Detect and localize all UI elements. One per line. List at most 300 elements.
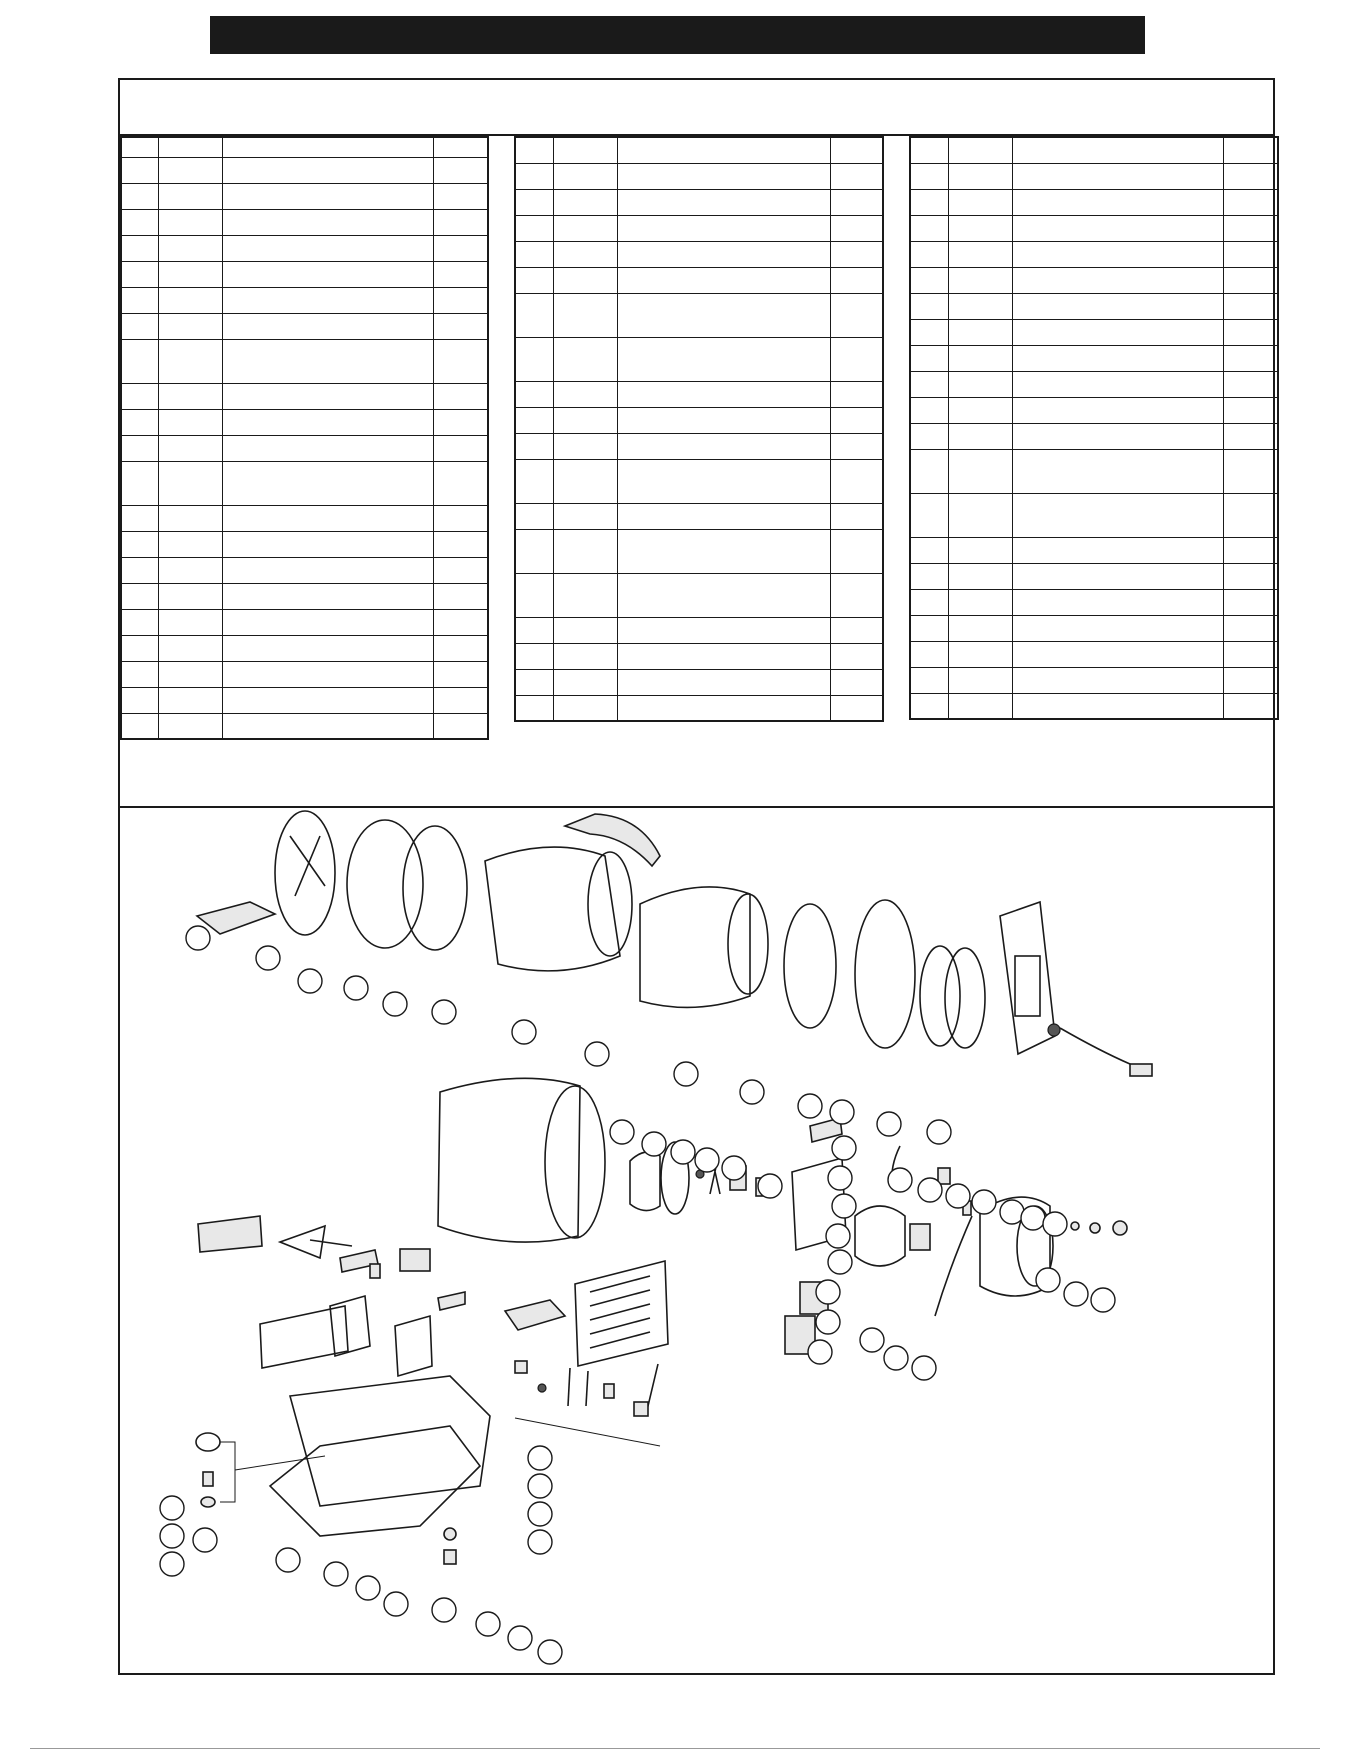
cell-qty [1224,693,1278,719]
cell-part-no [553,163,617,189]
cell-key-no [910,693,948,719]
cell-qty [1224,293,1278,319]
cell-qty [831,241,883,267]
cell-key-no [910,267,948,293]
cell-description [1013,189,1224,215]
callout-balloon [585,1042,609,1066]
cell-qty [831,337,883,381]
cell-part-no [948,345,1012,371]
parts-table-row [910,215,1278,241]
cell-description [223,531,434,557]
cell-key-no [121,383,158,409]
cell-qty [434,635,488,661]
cell-part-no [948,563,1012,589]
cell-description [618,189,831,215]
cell-description [1013,319,1224,345]
cell-key-no [910,189,948,215]
parts-table-row [515,529,883,573]
parts-table-row [515,643,883,669]
cell-part-no [158,409,222,435]
callout-balloon [193,1528,217,1552]
cell-description [223,339,434,383]
cell-key-no [910,423,948,449]
part-lower-shell-end [545,1086,605,1238]
cell-part-no [158,531,222,557]
parts-table-row [515,669,883,695]
callout-balloon [160,1552,184,1576]
cell-qty [434,209,488,235]
part-fan-blade [280,1226,352,1258]
part-o-ring [538,1384,546,1392]
exploded-view-svg [120,806,1273,1672]
cell-part-no [948,615,1012,641]
cell-part-no [158,209,222,235]
cell-key-no [121,687,158,713]
callout-balloon [1091,1288,1115,1312]
cell-description [223,313,434,339]
callout-balloon [816,1310,840,1334]
part-burner-ring [630,1152,660,1211]
cell-key-no [121,461,158,505]
callout-balloon [610,1120,634,1144]
part-bracket-b [438,1292,465,1310]
callout-balloon [538,1640,562,1664]
part-motor [400,1249,430,1271]
cell-key-no [910,493,948,537]
cell-qty [831,267,883,293]
cell-qty [1224,667,1278,693]
cell-part-no [158,157,222,183]
cell-part-no [948,641,1012,667]
parts-table-row [910,371,1278,397]
callout-balloon [383,992,407,1016]
cell-description [1013,137,1224,163]
parts-table-row [121,557,488,583]
cell-qty [434,261,488,287]
cell-key-no [515,459,553,503]
cell-description [618,695,831,721]
cell-part-no [948,293,1012,319]
cell-description [1013,589,1224,615]
cell-qty [1224,215,1278,241]
cell-part-no [948,423,1012,449]
cell-key-no [515,293,553,337]
cell-description [1013,397,1224,423]
cell-description [618,215,831,241]
cell-description [223,687,434,713]
callout-balloon [432,1598,456,1622]
cell-part-no [948,589,1012,615]
cell-part-no [948,267,1012,293]
cell-qty [434,157,488,183]
tank-cap-leaders [220,1442,325,1502]
cell-qty [434,339,488,383]
cell-key-no [121,635,158,661]
cell-key-no [515,643,553,669]
cell-part-no [553,459,617,503]
parts-table-left [120,136,489,740]
cell-description [1013,667,1224,693]
callout-balloon [160,1496,184,1520]
cell-key-no [121,661,158,687]
callout-balloon [528,1530,552,1554]
cell-description [1013,371,1224,397]
cell-part-no [553,643,617,669]
cell-part-no [948,371,1012,397]
part-grommet [1048,1024,1060,1036]
callout-balloon [160,1524,184,1548]
cell-key-no [910,163,948,189]
exploded-parts-diagram [120,806,1273,1672]
parts-table-row [121,209,488,235]
cell-key-no [121,157,158,183]
cell-part-no [158,183,222,209]
part-switch [370,1264,380,1278]
parts-table-row [515,695,883,721]
callout-balloon [384,1592,408,1616]
cell-qty [1224,449,1278,493]
callout-balloon [826,1224,850,1248]
cell-description [618,503,831,529]
callout-balloon [186,926,210,950]
cell-description [1013,345,1224,371]
parts-table-row [515,241,883,267]
callout-balloon [830,1100,854,1124]
cell-part-no [553,137,617,163]
cell-qty [434,609,488,635]
cell-description [1013,449,1224,493]
parts-table-middle [514,136,884,722]
cell-description [1013,693,1224,719]
part-tank-frame [270,1426,480,1536]
cell-qty [434,287,488,313]
cell-part-no [553,503,617,529]
cell-part-no [948,319,1012,345]
cell-qty [434,183,488,209]
cell-description [1013,267,1224,293]
part-housing-window [1015,956,1040,1016]
parts-table-row [121,435,488,461]
cell-part-no [553,695,617,721]
cell-description [618,669,831,695]
cell-description [618,617,831,643]
parts-table-row [910,397,1278,423]
part-lower-shell [438,1078,580,1242]
part-grille-slots [590,1276,650,1348]
cell-description [618,293,831,337]
cell-key-no [515,241,553,267]
part-front-gasket [403,826,467,950]
fuel-parts-bracket [515,1418,660,1446]
part-guard-spokes [290,836,325,896]
parts-table-row [910,449,1278,493]
parts-table-row [121,235,488,261]
cell-part-no [948,667,1012,693]
part-fuel-cap [515,1361,527,1373]
cell-key-no [121,339,158,383]
callout-balloon [877,1112,901,1136]
part-plug [1130,1064,1152,1076]
cell-part-no [158,635,222,661]
callout-balloon [674,1062,698,1086]
cell-part-no [948,693,1012,719]
callout-balloon [528,1474,552,1498]
cell-qty [1224,397,1278,423]
parts-table-row [121,339,488,383]
parts-table-row [121,531,488,557]
cell-description [223,713,434,739]
parts-table-row [910,241,1278,267]
cell-qty [831,573,883,617]
cell-description [1013,241,1224,267]
cell-qty [1224,563,1278,589]
callout-balloon [512,1020,536,1044]
cell-description [223,409,434,435]
parts-table-row [121,183,488,209]
cell-description [1013,563,1224,589]
cell-description [618,433,831,459]
parts-table-row [515,137,883,163]
callout-balloon [972,1190,996,1214]
cell-key-no [515,529,553,573]
parts-table-row [121,609,488,635]
parts-table-middle-body [515,137,883,721]
cell-part-no [553,241,617,267]
parts-table-row [121,713,488,739]
cell-key-no [910,137,948,163]
part-gasket-a [920,946,960,1046]
cell-qty [831,459,883,503]
parts-table-row [910,641,1278,667]
cell-description [223,435,434,461]
cell-description [223,557,434,583]
part-fitting-b [1090,1223,1100,1233]
cell-part-no [158,435,222,461]
cell-qty [1224,493,1278,537]
cell-description [223,635,434,661]
callout-balloon [888,1168,912,1192]
cell-qty [1224,371,1278,397]
cell-part-no [158,383,222,409]
callout-balloon [528,1446,552,1470]
parts-table-row [515,433,883,459]
cell-qty [831,695,883,721]
cell-key-no [515,337,553,381]
cell-key-no [121,505,158,531]
parts-table-row [121,137,488,157]
parts-table-row [121,461,488,505]
cell-key-no [910,563,948,589]
cell-key-no [121,313,158,339]
callout-balloon [946,1184,970,1208]
cell-part-no [553,573,617,617]
parts-table-row [515,617,883,643]
part-gasket-b [945,948,985,1048]
callout-balloon [912,1356,936,1380]
callout-balloon [740,1080,764,1104]
cell-qty [831,529,883,573]
parts-table-row [121,287,488,313]
cell-part-no [553,337,617,381]
cell-part-no [553,617,617,643]
cell-description [618,267,831,293]
part-chamber-end [728,894,768,994]
cell-qty [434,461,488,505]
parts-table-row [121,261,488,287]
cell-part-no [158,137,222,157]
callout-balloon [508,1626,532,1650]
cell-part-no [553,215,617,241]
cell-part-no [158,661,222,687]
part-shell-end [588,852,632,956]
part-grille-rear [575,1261,668,1366]
cell-part-no [948,493,1012,537]
cell-qty [434,713,488,739]
callout-balloon [722,1156,746,1180]
cell-key-no [121,435,158,461]
parts-table-row [515,267,883,293]
parts-table-row [515,163,883,189]
cell-qty [831,503,883,529]
cell-qty [434,235,488,261]
cell-key-no [121,183,158,209]
cell-part-no [158,687,222,713]
parts-table-row [910,493,1278,537]
cell-qty [831,163,883,189]
part-rear-baffle [784,904,836,1028]
callout-balloon [832,1194,856,1218]
cell-key-no [121,137,158,157]
parts-table-row [515,293,883,337]
cell-part-no [158,287,222,313]
cell-description [1013,293,1224,319]
cell-description [1013,537,1224,563]
cell-description [223,137,434,157]
cell-description [223,183,434,209]
parts-table-row [121,383,488,409]
cell-description [223,287,434,313]
callout-balloon [832,1136,856,1160]
parts-table-row [515,459,883,503]
cell-part-no [948,215,1012,241]
parts-table-row [910,563,1278,589]
cell-qty [1224,641,1278,667]
part-fuel-pickup [636,1364,658,1406]
part-fitting-a [1071,1222,1079,1230]
cell-description [618,241,831,267]
cell-qty [434,531,488,557]
cell-key-no [910,293,948,319]
cell-part-no [158,505,222,531]
cell-key-no [910,537,948,563]
callout-balloon [828,1166,852,1190]
parts-table-row [121,409,488,435]
cell-qty [1224,241,1278,267]
cell-qty [1224,267,1278,293]
callout-balloon [344,976,368,1000]
cell-description [1013,615,1224,641]
cell-qty [434,661,488,687]
cell-description [223,209,434,235]
cell-part-no [553,293,617,337]
page-title-bar [210,16,1145,54]
part-filter [938,1168,950,1184]
part-drain-plug [444,1550,456,1564]
parts-table-row [515,215,883,241]
parts-table-right [909,136,1279,720]
parts-table-row [121,157,488,183]
part-deflector [197,902,275,934]
part-rear-housing [1000,902,1055,1054]
cell-qty [831,189,883,215]
cell-qty [831,643,883,669]
cell-part-no [948,449,1012,493]
cell-key-no [121,209,158,235]
callout-balloon [528,1502,552,1526]
cell-key-no [121,287,158,313]
cell-part-no [948,537,1012,563]
cell-part-no [158,461,222,505]
cell-key-no [910,319,948,345]
part-fuel-gauge [203,1472,213,1486]
cell-key-no [121,261,158,287]
cell-description [223,157,434,183]
cell-part-no [158,557,222,583]
parts-table-row [910,423,1278,449]
cell-part-no [948,163,1012,189]
cell-key-no [910,615,948,641]
cell-key-no [121,557,158,583]
part-filter-element [604,1384,614,1398]
cell-qty [831,669,883,695]
cell-key-no [121,583,158,609]
cell-key-no [515,267,553,293]
cell-qty [831,433,883,459]
callout-balloon [298,969,322,993]
cell-description [223,261,434,287]
part-pickup-filter [634,1402,648,1416]
parts-table-row [910,345,1278,371]
parts-table-row [121,505,488,531]
cell-key-no [121,609,158,635]
cell-description [618,407,831,433]
cell-part-no [948,137,1012,163]
cell-description [223,383,434,409]
cell-qty [1224,319,1278,345]
cell-key-no [515,215,553,241]
callouts [160,926,1115,1664]
cell-qty [434,557,488,583]
cell-key-no [910,371,948,397]
cell-description [223,661,434,687]
cell-part-no [158,339,222,383]
cell-qty [1224,423,1278,449]
cell-part-no [158,261,222,287]
cell-qty [831,293,883,337]
callout-balloon [1043,1212,1067,1236]
part-combustion-chamber [640,887,750,1007]
cell-key-no [121,713,158,739]
cell-key-no [910,589,948,615]
parts-table-row [910,693,1278,719]
part-rear-plate [855,900,915,1048]
parts-table-row [515,407,883,433]
cell-description [618,381,831,407]
cell-part-no [158,609,222,635]
part-knob [1113,1221,1127,1235]
cell-qty [1224,589,1278,615]
callout-balloon [256,946,280,970]
